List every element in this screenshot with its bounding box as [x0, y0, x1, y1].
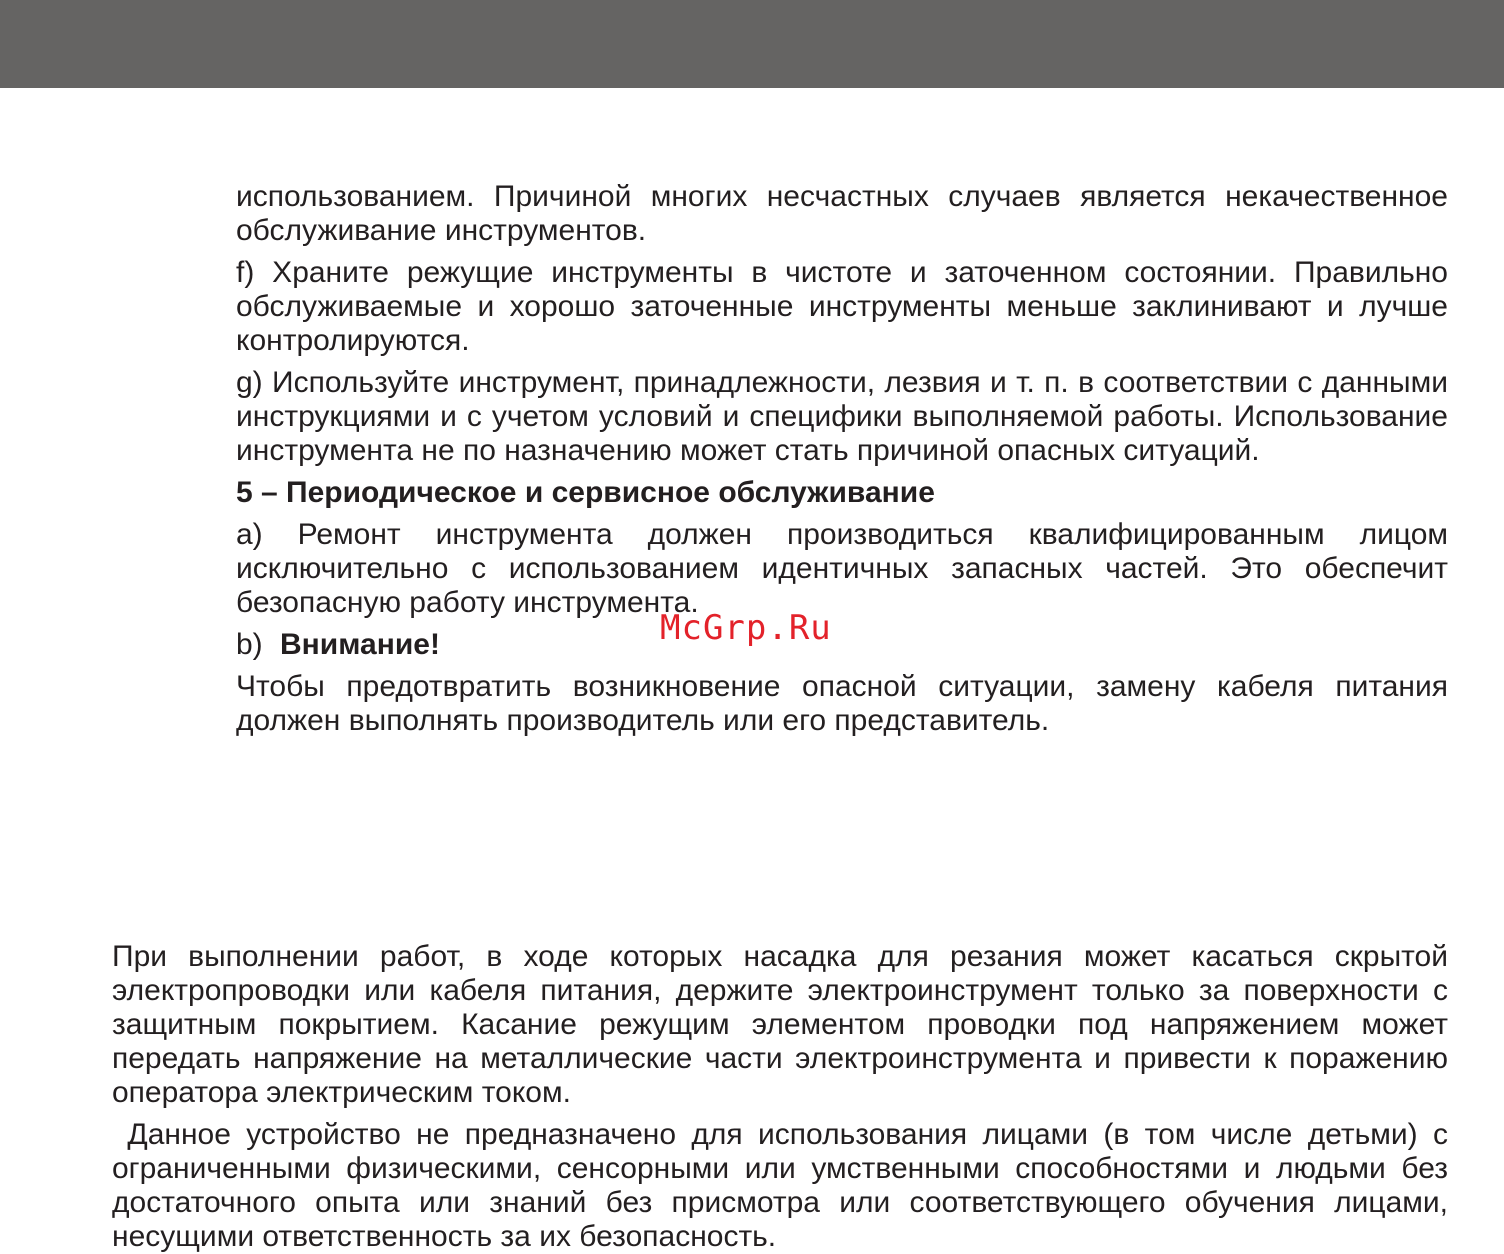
item-b-text: Чтобы предотвратить возникновение опасной ситуации, замену кабеля питания должен выполнять производитель или его представитель.	[236, 670, 1448, 737]
section-heading: 5 – Периодическое и сервисное обслуживание	[236, 476, 935, 509]
header-bar	[0, 0, 1504, 88]
paragraph-user-restriction: Данное устройство не предназначено для использования лицами (в том числе детьми) с ограниченными физическими, сенсорными или умственными способностями и людьми без достаточного опыта или знаний без присмотра или соответствующего обучения лицами, несущими ответственность за их безопасность.	[112, 1118, 1457, 1253]
item-b-prefix: b)	[236, 628, 263, 661]
upper-text-block	[236, 180, 1448, 738]
paragraph-continuation: использованием. Причиной многих несчастных случаев является некачественное обслуживание инструментов.	[236, 180, 1448, 247]
watermark: McGrp.Ru	[660, 608, 832, 648]
item-f: f) Храните режущие инструменты в чистоте и заточенном состоянии. Правильно обслуживаемые и хорошо заточенные инструменты меньше заклинивают и лучше контролируются.	[236, 256, 1448, 357]
item-g: g) Используйте инструмент, принадлежности, лезвия и т. п. в соответствии с данными инструкциями и с учетом условий и специфики выполняемой работы. Использование инструмента не по назначению может стать причиной опасных ситуаций.	[236, 366, 1448, 467]
item-b-label: Внимание!	[280, 628, 440, 661]
item-a: a) Ремонт инструмента должен производиться квалифицированным лицом исключительно с использованием идентичных запасных частей. Это обеспечит безопасную работу инструмента.	[236, 518, 1448, 619]
lower-text-block	[112, 940, 1457, 1254]
paragraph-wiring-warning: При выполнении работ, в ходе которых насадка для резания может касаться скрытой электропроводки или кабеля питания, держите электроинструмент только за поверхности с защитным покрытием. Касание режущим элементом проводки под напряжением может передать напряжение на металлические части электроинструмента и привести к поражению оператора электрическим током.	[112, 940, 1448, 1109]
item-b	[236, 628, 1448, 662]
